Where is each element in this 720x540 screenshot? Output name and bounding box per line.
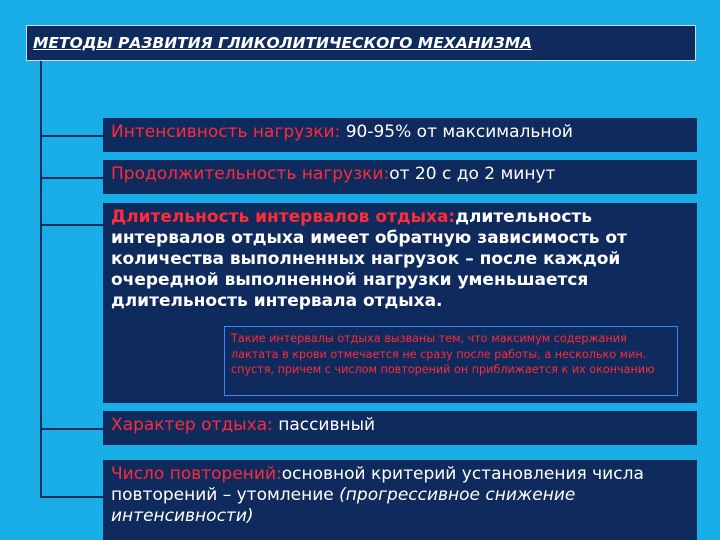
- tree-connector-vertical: [40, 61, 42, 497]
- tree-connector-2: [40, 177, 104, 179]
- item-duration: [103, 160, 697, 194]
- item-repetitions-emphasis: (прогрессивное снижение интенсивности): [111, 485, 576, 526]
- title-box: [26, 25, 696, 61]
- item-intensity-label: Интенсивность нагрузки:: [111, 122, 341, 142]
- item-repetitions-value: основной критерий установления числа повторений – утомление: [111, 464, 644, 505]
- item-duration-label: Продолжительность нагрузки:: [111, 164, 390, 184]
- item-intensity: [103, 118, 697, 152]
- rest-interval-note: [224, 326, 678, 396]
- item-duration-value: от 20 с до 2 минут: [389, 164, 556, 184]
- item-rest-type-value: пассивный: [272, 415, 376, 435]
- tree-connector-3: [40, 224, 104, 226]
- item-repetitions-label: Число повторений:: [111, 464, 282, 484]
- rest-interval-note-text: Такие интервалы отдыха вызваны тем, что максимум содержания лактата в крови отмечается не сразу после работы, а несколько мин. спустя, причем с числом повторений он приближается к их окончанию: [231, 332, 655, 376]
- item-rest-type-label: Характер отдыха:: [111, 415, 273, 435]
- item-rest-type: [103, 411, 697, 445]
- tree-connector-1: [40, 135, 104, 137]
- tree-connector-4: [40, 428, 104, 430]
- item-intensity-value: 90-95% от максимальной: [340, 122, 573, 142]
- page-title: МЕТОДЫ РАЗВИТИЯ ГЛИКОЛИТИЧЕСКОГО МЕХАНИЗМА: [33, 34, 533, 52]
- item-rest-intervals-label: Длительность интервалов отдыха:: [111, 207, 456, 227]
- item-repetitions: [103, 460, 697, 540]
- item-rest-intervals-value: длительность интервалов отдыха имеет обратную зависимость от количества выполненных нагрузок – после каждой очередной выполненной нагрузки уменьшается длительность интервала отдыха.: [111, 207, 627, 311]
- tree-connector-5: [40, 496, 104, 498]
